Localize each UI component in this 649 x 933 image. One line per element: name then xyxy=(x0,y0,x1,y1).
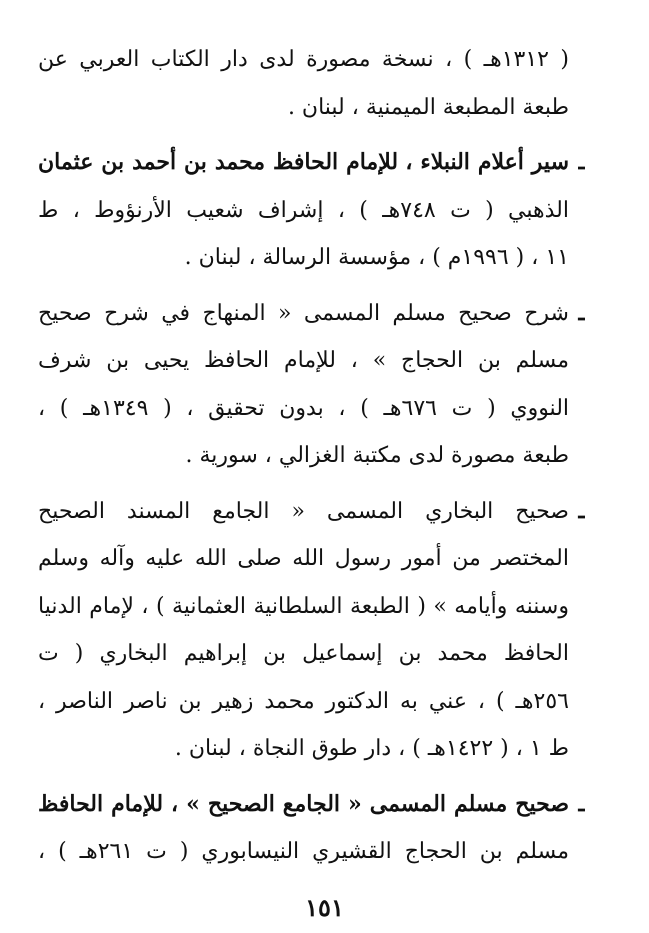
entry-line: ط ١ ، ( ١٤٢٢هـ ) ، دار طوق النجاة ، لبنان . xyxy=(174,736,569,761)
entry-title: صحيح مسلم المسمى « الجامع الصحيح » ، للإمام الحافظ xyxy=(38,790,569,817)
entry-line: ( ١٣١٢هـ ) ، نسخة مصورة لدى دار الكتاب العربي عن xyxy=(38,47,569,72)
entry-first-line xyxy=(38,488,585,536)
entry-dash: ـ xyxy=(578,497,585,524)
entry-line: مسلم بن الحجاج القشيري النيسابوري ( ت ٢٦١هـ ) ، xyxy=(38,839,569,864)
entry-line: الحافظ محمد بن إسماعيل بن إبراهيم البخاري ( ت xyxy=(38,641,569,666)
entry-first-line xyxy=(38,781,585,829)
entry-title: صحيح البخاري المسمى « الجامع المسند الصحيح xyxy=(38,498,569,524)
entry-line: للإمام الحافظ محمد بن أحمد بن عثمان xyxy=(38,149,399,175)
entry-first-line xyxy=(38,139,585,187)
entry-line: الذهبي ( ت ٧٤٨هـ ) ، إشراف شعيب الأرنؤوط ، ط xyxy=(38,197,570,223)
entry-line: النووي ( ت ٦٧٦هـ ) ، بدون تحقيق ، ( ١٣٤٩هـ ) ، xyxy=(38,395,570,421)
bibliography-list xyxy=(38,36,585,884)
bibliography-entry xyxy=(38,781,585,876)
entry-line: طبعة المطبعة الميمنية ، لبنان . xyxy=(287,94,569,120)
entry-line: وسننه وأيامه » ( الطبعة السلطانية العثمانية ) ، لإمام الدنيا xyxy=(38,593,569,619)
entry-line: طبعة مصورة لدى مكتبة الغزالي ، سورية . xyxy=(185,443,569,468)
entry-dash: ـ xyxy=(578,790,585,817)
entry-line: ١١ ، ( ١٩٩٦م ) ، مؤسسة الرسالة ، لبنان . xyxy=(184,245,569,270)
entry-dash: ـ xyxy=(578,149,585,175)
entry-line: مسلم بن الحجاج » ، للإمام الحافظ يحيى بن شرف xyxy=(38,348,569,373)
bibliography-entry xyxy=(38,488,585,773)
entry-dash: ـ xyxy=(578,299,585,326)
bibliography-entry xyxy=(38,139,585,282)
entry-title: شرح صحيح مسلم المسمى « المنهاج في شرح صحيح xyxy=(38,300,569,326)
bibliography-entry xyxy=(38,290,585,480)
bibliography-entry-continuation xyxy=(38,36,585,131)
entry-title: سير أعلام النبلاء ، xyxy=(405,149,570,175)
entry-line: المختصر من أمور رسول الله صلى الله عليه وآله وسلم xyxy=(38,546,569,571)
page-number: ١٥١ xyxy=(305,893,344,922)
entry-line: ٢٥٦هـ ) ، عني به الدكتور محمد زهير بن ناصر الناصر ، xyxy=(38,688,569,714)
entry-first-line xyxy=(38,290,585,338)
